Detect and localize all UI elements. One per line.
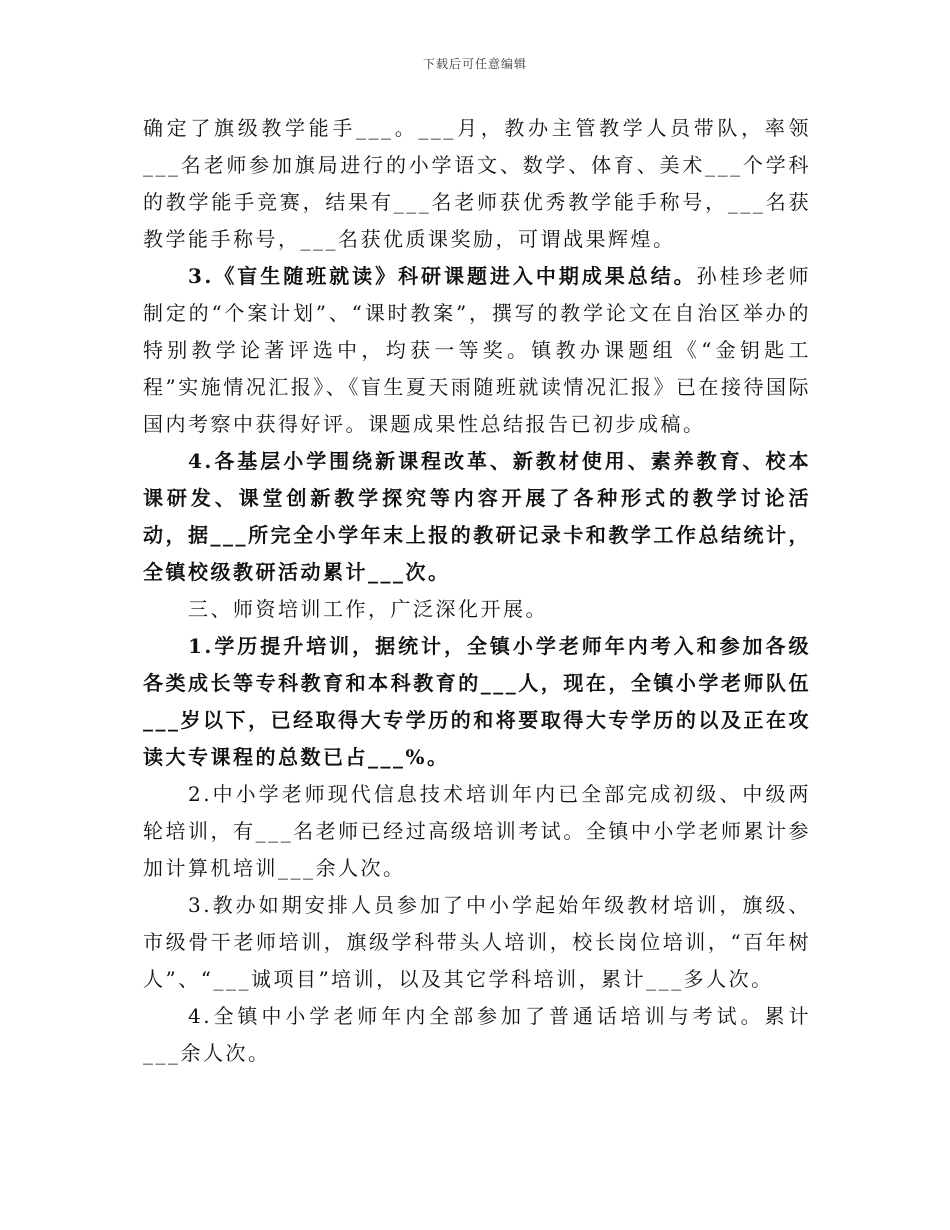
paragraph-6: 2.中小学老师现代信息技术培训年内已全部完成初级、中级两轮培训，有___名老师已经过高级培训考试。全镇中小学老师累计参加计算机培训___余人次。 (143, 782, 811, 880)
section-heading-3: 三、师资培训工作，广泛深化开展。 (188, 597, 548, 621)
paragraph-7: 3.教办如期安排人员参加了中小学起始年级教材培训，旗级、市级骨干老师培训，旗级学科带头人培训，校长岗位培训，“百年树人”、“___诚项目”培训，以及其它学科培训，累计___多人次。 (143, 893, 811, 991)
document-body (143, 110, 811, 1072)
paragraph-5: 1.学历提升培训，据统计，全镇小学老师年内考入和参加各级各类成长等专科教育和本科教育的___人，现在，全镇小学老师队伍___岁以下，已经取得大专学历的和将要取得大专学历的以及正在攻读大专课程的总数已占___%。 (143, 634, 811, 769)
paragraph-2-rest: 孙桂珍老师制定的“个案计划”、“课时教案”，撰写的教学论文在自治区举办的特别教学论著评选中，均获一等奖。镇教办课题组《“金钥匙工程”实施情况汇报》、《盲生夏天雨随班就读情况汇报》已在接待国际国内考察中获得好评。课题成果性总结报告已初步成稿。 (143, 264, 811, 436)
paragraph-2 (143, 258, 811, 443)
paragraph-1: 确定了旗级教学能手___。___月，教办主管教学人员带队，率领___名老师参加旗局进行的小学语文、数学、体育、美术___个学科的教学能手竞赛，结果有___名老师获优秀教学能手称号，___名获教学能手称号，___名获优质课奖励，可谓战果辉煌。 (143, 116, 811, 251)
paragraph-2-lead: 3.《盲生随班就读》科研课题进入中期成果总结。 (188, 264, 697, 288)
paragraph-3: 4.各基层小学围绕新课程改革、新教材使用、素养教育、校本课研发、课堂创新教学探究等内容开展了各种形式的教学讨论活动，据___所完全小学年末上报的教研记录卡和教学工作总结统计，全镇校级教研活动累计___次。 (143, 449, 811, 584)
paragraph-8: 4.全镇中小学老师年内全部参加了普通话培训与考试。累计___余人次。 (143, 1004, 811, 1065)
page-header: 下载后可任意编辑 (422, 57, 527, 71)
